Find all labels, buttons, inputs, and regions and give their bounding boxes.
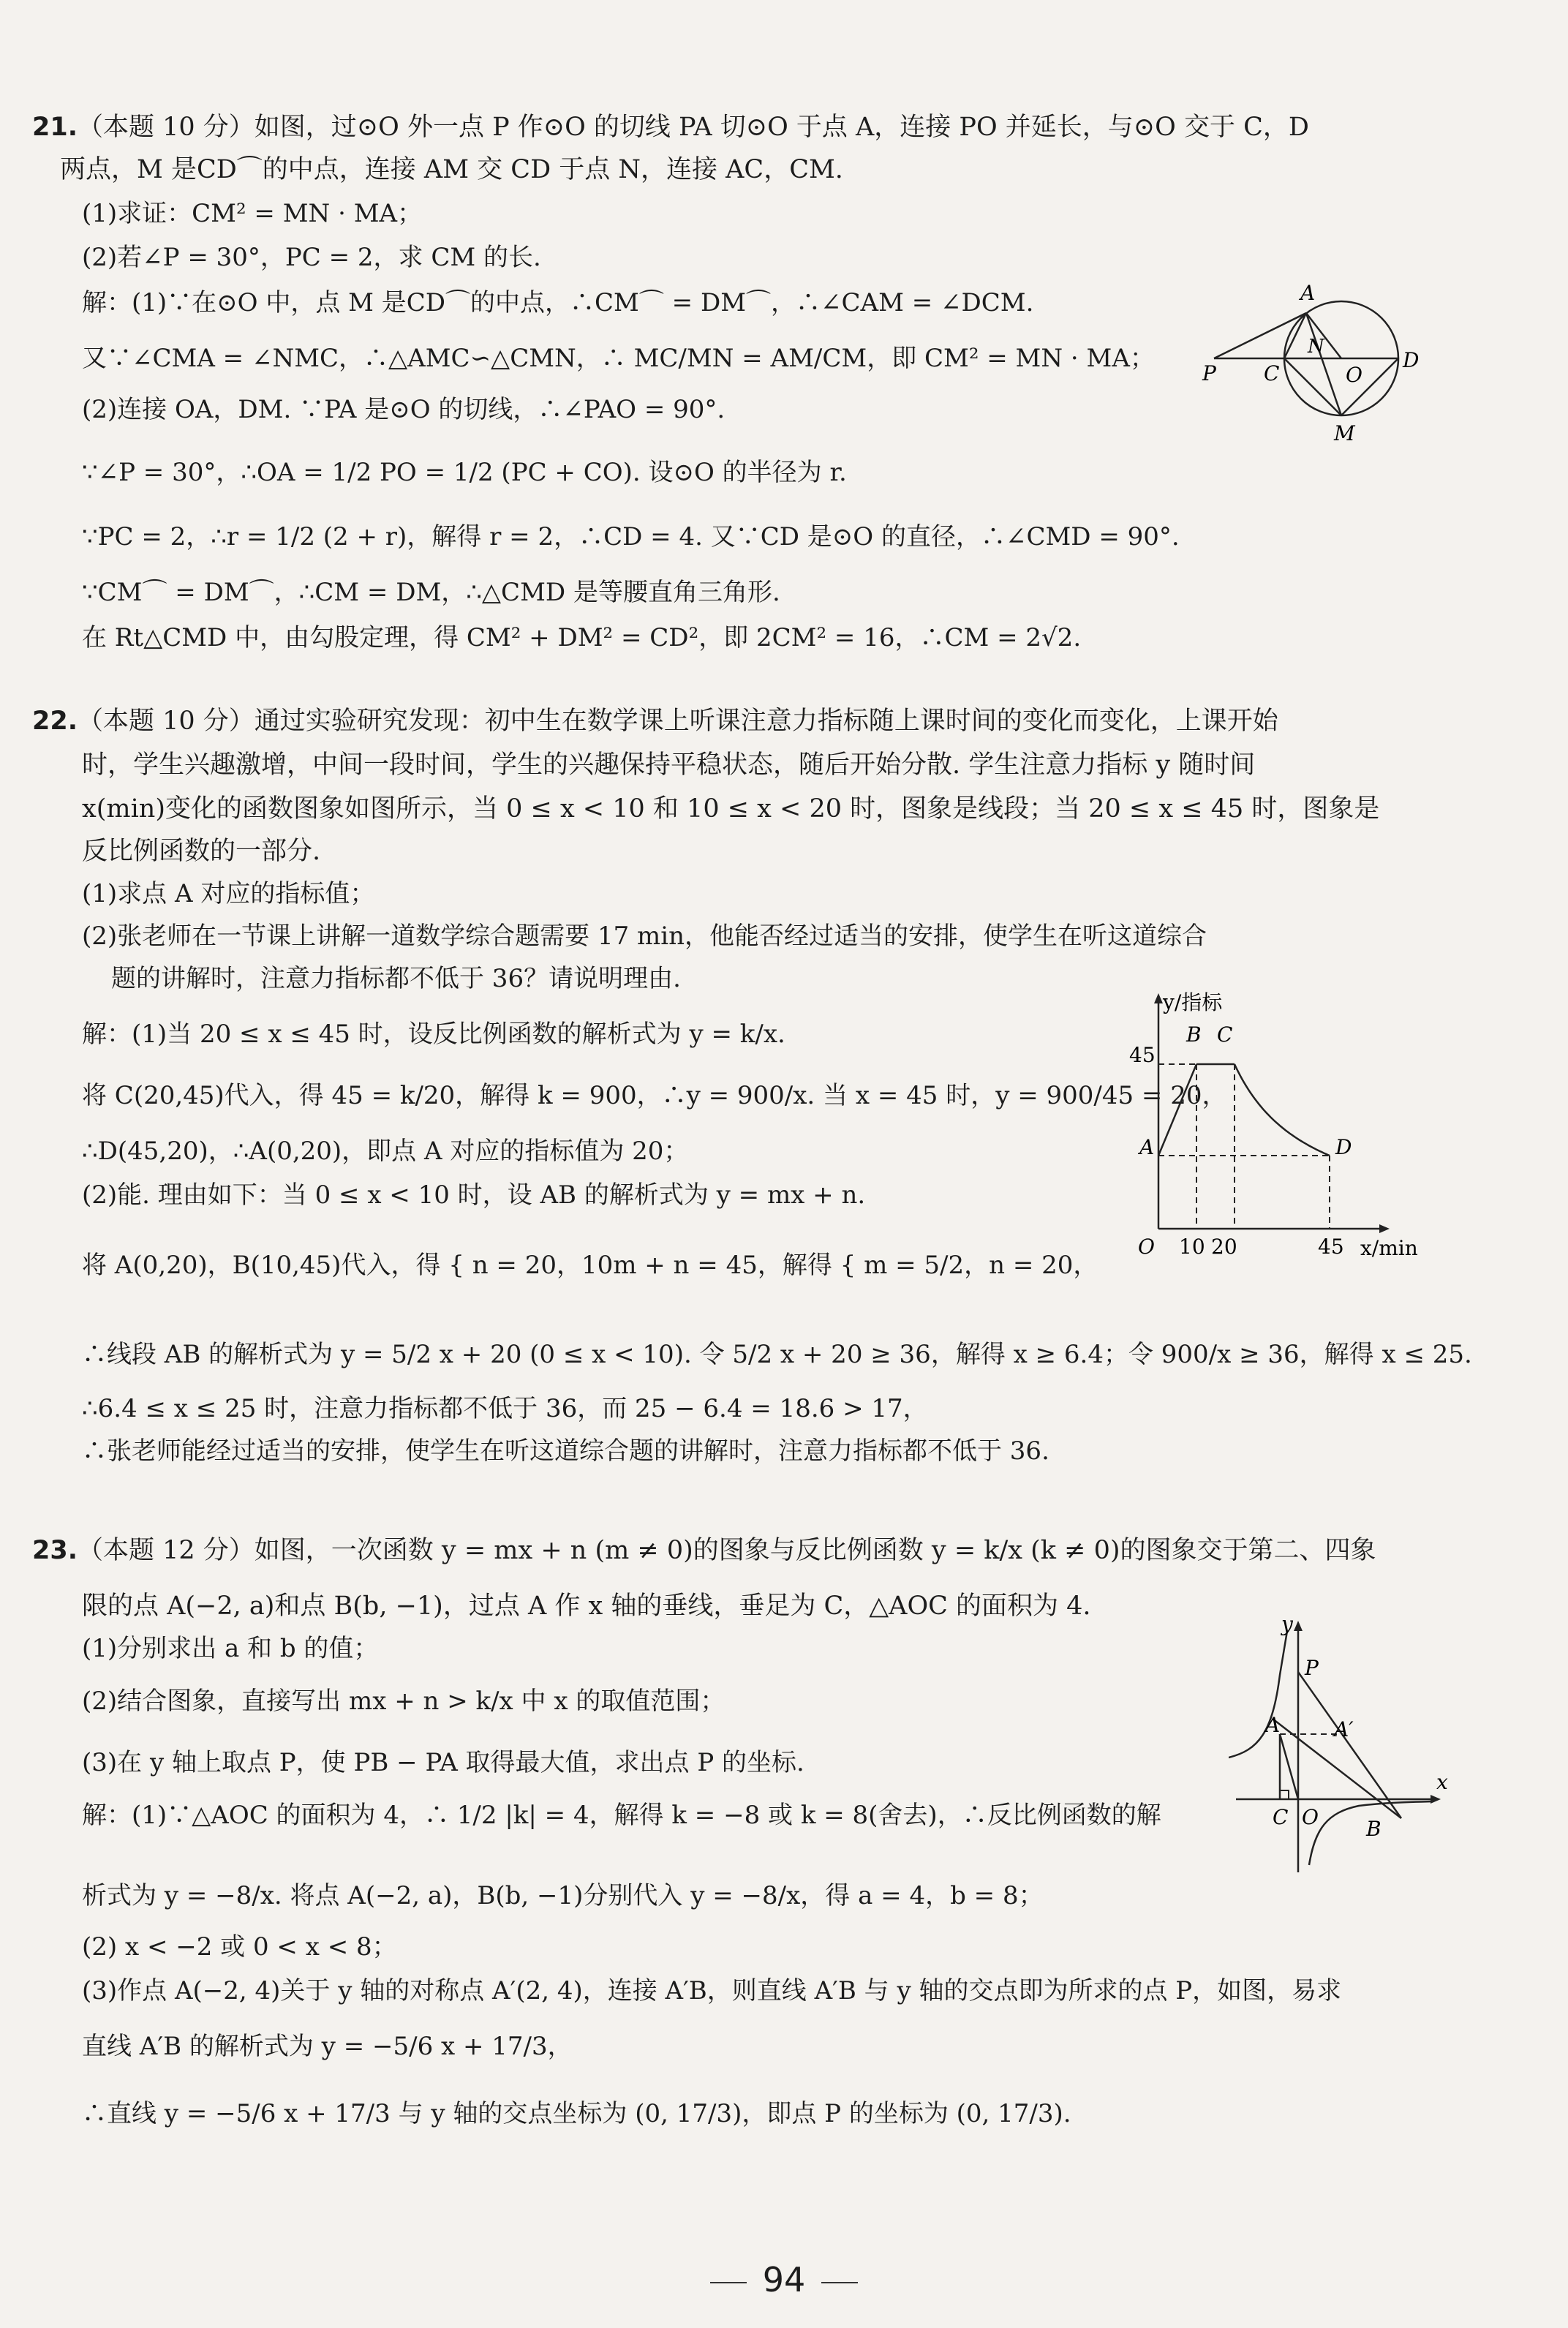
q23-solution-6: ∴直线 y = −5/6 x + 17/3 与 y 轴的交点坐标为 (0, 17/3)，即点 P 的坐标为 (0, 17/3). <box>82 2099 1071 2128</box>
q22-ylabel: y/指标 <box>1163 990 1223 1014</box>
q22-line-3: x(min)变化的函数图象如图所示，当 0 ≤ x < 10 和 10 ≤ x < 20 时，图象是线段；当 20 ≤ x ≤ 45 时，图象是 <box>82 794 1380 824</box>
q22-point-D: D <box>1335 1135 1352 1159</box>
q21-line-4: (2)若∠P = 30°，PC = 2，求 CM 的长. <box>82 243 541 272</box>
q22-solution-2: 将 C(20,45)代入，得 45 = k/20，解得 k = 900，∴y = 900/x. 当 x = 45 时，y = 900/45 = 20， <box>82 1081 1227 1110</box>
q22-ytick-45: 45 <box>1129 1043 1156 1067</box>
q22-solution-3: ∴D(45,20)，∴A(0,20)，即点 A 对应的指标值为 20； <box>82 1137 689 1166</box>
q21-fig-label-N: N <box>1308 336 1324 358</box>
q21-fig-label-M: M <box>1334 421 1355 445</box>
q23-fig-label-A-prime: A′ <box>1334 1717 1354 1741</box>
q22-segment-AB <box>1158 1064 1196 1156</box>
q23-fig-label-y: y <box>1281 1616 1293 1636</box>
q23-solution-2: 析式为 y = −8/x. 将点 A(−2, a)，B(b, −1)分别代入 y = −8/x，得 a = 4，b = 8； <box>82 1881 1044 1910</box>
q23-figure <box>1229 1616 1448 1880</box>
q23-fig-label-B: B <box>1366 1817 1382 1841</box>
q22-solution-7: ∴6.4 ≤ x ≤ 25 时，注意力指标都不低于 36，而 25 − 6.4 = 18.6 > 17， <box>82 1394 928 1423</box>
q23-line-1: 23.（本题 12 分）如图，一次函数 y = mx + n (m ≠ 0)的图象与反比例函数 y = k/x (k ≠ 0)的图象交于第二、四象 <box>32 1536 1376 1565</box>
q22-origin: O <box>1138 1235 1155 1258</box>
q21-solution-5: ∵PC = 2，∴r = 1/2 (2 + r)，解得 r = 2，∴CD = 4. 又∵CD 是⊙O 的直径，∴∠CMD = 90°. <box>82 522 1180 551</box>
q21-fig-label-O: O <box>1346 363 1362 387</box>
q21-solution-7: 在 Rt△CMD 中，由勾股定理，得 CM² + DM² = CD²，即 2CM² = 16，∴CM = 2√2. <box>82 623 1082 652</box>
q23-line-2: 限的点 A(−2, a)和点 B(b, −1)，过点 A 作 x 轴的垂线，垂足为 C，△AOC 的面积为 4. <box>82 1591 1091 1621</box>
q21-solution-3: (2)连接 OA，DM. ∵PA 是⊙O 的切线，∴∠PAO = 90°. <box>82 395 725 424</box>
q23-line-5: (3)在 y 轴上取点 P，使 PB − PA 取得最大值，求出点 P 的坐标. <box>82 1748 804 1777</box>
q22-point-B: B <box>1186 1022 1202 1047</box>
q21-figure <box>1199 271 1441 461</box>
q22-line-5: (1)求点 A 对应的指标值； <box>82 879 375 908</box>
q23-fig-label-O: O <box>1302 1805 1319 1829</box>
q23-line-3: (1)分别求出 a 和 b 的值； <box>82 1634 379 1663</box>
q23-line-4: (2)结合图象，直接写出 mx + n > k/x 中 x 的取值范围； <box>82 1687 725 1716</box>
q22-solution-5: 将 A(0,20)，B(10,45)代入，得 { n = 20，10m + n = 45，解得 { m = 5/2，n = 20， <box>82 1251 1098 1280</box>
q22-graph <box>1119 987 1448 1258</box>
q23-solution-5: 直线 A′B 的解析式为 y = −5/6 x + 17/3， <box>82 2032 573 2061</box>
q21-solution-4: ∵∠P = 30°，∴OA = 1/2 PO = 1/2 (PC + CO). 设⊙O 的半径为 r. <box>82 458 847 487</box>
q21-fig-label-P: P <box>1202 361 1216 385</box>
q23-fig-label-C: C <box>1273 1805 1289 1829</box>
q22-solution-6: ∴线段 AB 的解析式为 y = 5/2 x + 20 (0 ≤ x < 10). 令 5/2 x + 20 ≥ 36，解得 x ≥ 6.4；令 900/x ≥ 36，解得 x ≤ 25. <box>82 1340 1472 1369</box>
q22-point-C: C <box>1217 1022 1233 1047</box>
page-number-area <box>0 2260 1568 2299</box>
q21-fig-label-A: A <box>1300 281 1316 305</box>
q22-line-1: 22.（本题 10 分）通过实验研究发现：初中生在数学课上听课注意力指标随上课时间的变化而变化，上课开始 <box>32 707 1278 736</box>
q22-solution-8: ∴张老师能经过适当的安排，使学生在听这道综合题的讲解时，注意力指标都不低于 36. <box>82 1436 1049 1466</box>
q22-xtick-20: 20 <box>1211 1235 1237 1258</box>
q23-solution-1: 解：(1)∵△AOC 的面积为 4，∴ 1/2 |k| = 4，解得 k = −8 或 k = 8(舍去)，∴反比例函数的解 <box>82 1801 1161 1830</box>
q22-line-7: 题的讲解时，注意力指标都不低于 36？请说明理由. <box>111 964 681 993</box>
q23-number: 23. <box>32 1536 78 1565</box>
q21-fig-label-C: C <box>1264 361 1280 385</box>
q22-solution-1: 解：(1)当 20 ≤ x ≤ 45 时，设反比例函数的解析式为 y = k/x. <box>82 1020 785 1049</box>
q22-solution-4: (2)能. 理由如下：当 0 ≤ x < 10 时，设 AB 的解析式为 y = mx + n. <box>82 1180 866 1210</box>
q21-line-3: (1)求证：CM² = MN · MA； <box>82 199 423 228</box>
q21-line-1: 21.（本题 10 分）如图，过⊙O 外一点 P 作⊙O 的切线 PA 切⊙O 于点 A，连接 PO 并延长，与⊙O 交于 C，D <box>32 113 1309 142</box>
q23-fig-label-A: A <box>1265 1713 1281 1737</box>
q22-number: 22. <box>32 707 78 736</box>
q22-xlabel: x/min <box>1360 1236 1418 1258</box>
q23-solution-3: (2) x < −2 或 0 < x < 8； <box>82 1932 397 1962</box>
q21-number: 21. <box>32 113 78 142</box>
q21-solution-1: 解：(1)∵在⊙O 中，点 M 是CD⌒的中点，∴CM⌒ = DM⌒，∴∠CAM = ∠DCM. <box>82 288 1034 317</box>
q23-fig-label-P: P <box>1305 1656 1319 1680</box>
q21-line-2: 两点，M 是CD⌒的中点，连接 AM 交 CD 于点 N，连接 AC，CM. <box>60 155 843 184</box>
q21-solution-6: ∵CM⌒ = DM⌒，∴CM = DM，∴△CMD 是等腰直角三角形. <box>82 578 780 607</box>
q21-fig-label-D: D <box>1403 348 1420 372</box>
q22-line-4: 反比例函数的一部分. <box>82 837 321 866</box>
q23-solution-4: (3)作点 A(−2, 4)关于 y 轴的对称点 A′(2, 4)，连接 A′B，则直线 A′B 与 y 轴的交点即为所求的点 P，如图，易求 <box>82 1976 1342 2005</box>
q22-xtick-10: 10 <box>1179 1235 1205 1258</box>
q22-point-A: A <box>1139 1135 1155 1159</box>
page-number: 94 <box>762 2260 806 2299</box>
q21-solution-2: 又∵∠CMA = ∠NMC，∴△AMC∽△CMN，∴ MC/MN = AM/CM，即 CM² = MN · MA； <box>82 344 1155 373</box>
q22-line-2: 时，学生兴趣激增，中间一段时间，学生的兴趣保持平稳状态，随后开始分散. 学生注意力指标 y 随时间 <box>82 750 1256 780</box>
q23-fig-label-x: x <box>1436 1770 1448 1794</box>
q22-xtick-45: 45 <box>1318 1235 1344 1258</box>
q22-line-6: (2)张老师在一节课上讲解一道数学综合题需要 17 min，他能否经过适当的安排，使学生在听这道综合 <box>82 922 1207 951</box>
q22-curve-CD <box>1235 1064 1330 1156</box>
